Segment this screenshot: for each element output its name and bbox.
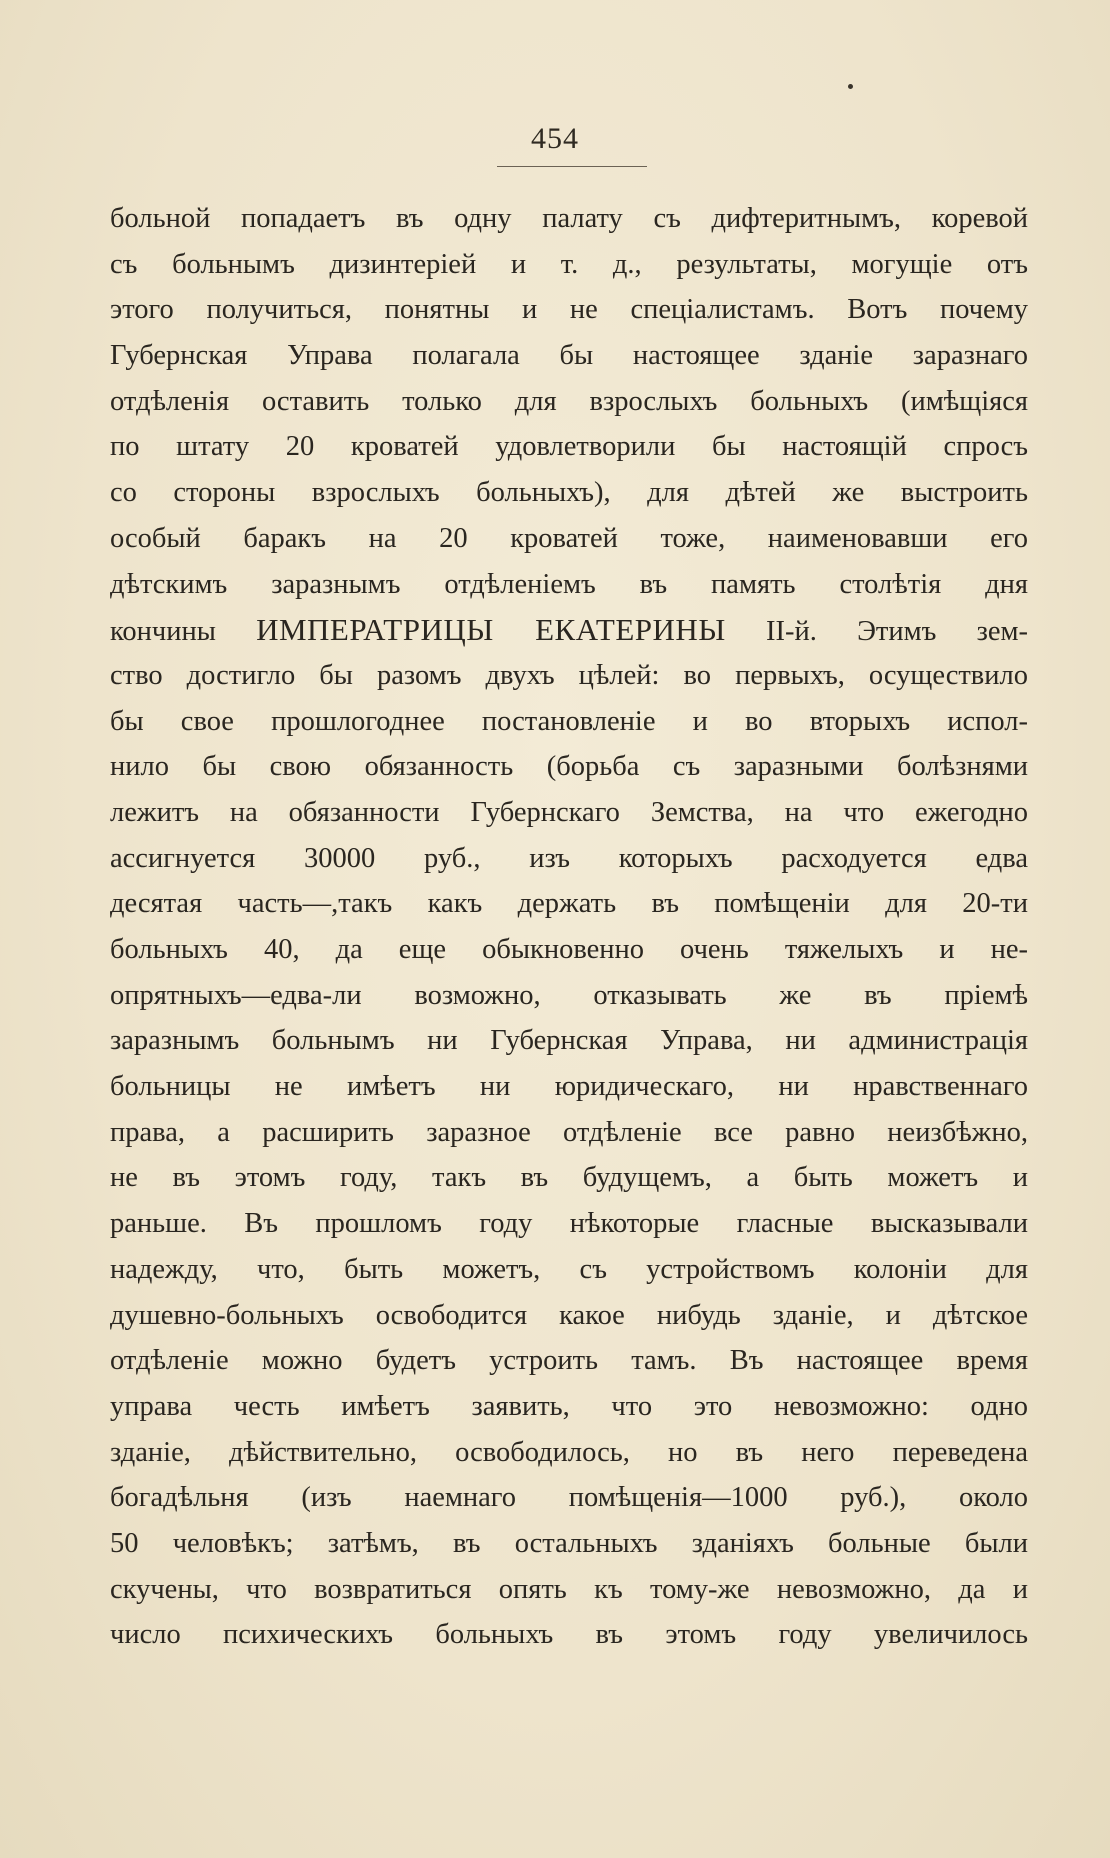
text-line: управа честь имѣетъ заявить, что это невозможно: одно <box>110 1390 1028 1422</box>
text-line: лежитъ на обязанности Губернскаго Земства, на что ежегодно <box>110 796 1028 828</box>
text-line: зданіе, дѣйствительно, освободилось, но въ него переведена <box>110 1436 1028 1468</box>
text-segment: кончины <box>110 616 257 648</box>
text-line: права, а расширить заразное отдѣленіе все равно неизбѣжно, <box>110 1116 1028 1148</box>
text-line: скучены, что возвратиться опять къ тому-же невозможно, да и <box>110 1573 1028 1605</box>
text-line: отдѣленіе можно будетъ устроить тамъ. Въ настоящее время <box>110 1345 1028 1377</box>
text-line: 50 человѣкъ; затѣмъ, въ остальныхъ зданіяхъ больные были <box>110 1527 1028 1559</box>
text-line: раньше. Въ прошломъ году нѣкоторые гласные высказывали <box>110 1208 1028 1240</box>
text-line: душевно-больныхъ освободится какое нибудь зданіе, и дѣтское <box>110 1299 1028 1331</box>
text-line: не въ этомъ году, такъ въ будущемъ, а быть можетъ и <box>110 1162 1028 1194</box>
header-rule <box>497 166 647 167</box>
text-line: нило бы свою обязанность (борьба съ заразными болѣзнями <box>110 751 1028 783</box>
text-line: ство достигло бы разомъ двухъ цѣлей: во первыхъ, осуществило <box>110 659 1028 691</box>
text-line: бы свое прошлогоднее постановленіе и во вторыхъ испол- <box>110 705 1028 737</box>
text-line: съ больнымъ дизинтеріей и т. д., результаты, могущіе отъ <box>110 248 1028 280</box>
text-line: дѣтскимъ заразнымъ отдѣленіемъ въ память столѣтія дня <box>110 568 1028 600</box>
text-line: ассигнуется 30000 руб., изъ которыхъ расходуется едва <box>110 842 1028 874</box>
text-line: особый баракъ на 20 кроватей тоже, наименовавши его <box>110 522 1028 554</box>
text-line: со стороны взрослыхъ больныхъ), для дѣтей же выстроить <box>110 477 1028 509</box>
text-line: надежду, что, быть можетъ, съ устройствомъ колоніи для <box>110 1253 1028 1285</box>
text-line: по штату 20 кроватей удовлетворили бы настоящій спросъ <box>110 431 1028 463</box>
text-line: заразнымъ больнымъ ни Губернская Управа, ни администрація <box>110 1025 1028 1057</box>
text-line: отдѣленія оставить только для взрослыхъ больныхъ (имѣщіяся <box>110 385 1028 417</box>
body-text <box>110 196 1028 1658</box>
text-line: десятая часть—,такъ какъ держать въ помѣщеніи для 20-ти <box>110 888 1028 920</box>
text-segment: II-й. Этимъ зем- <box>725 616 1028 648</box>
text-line: больной попадаетъ въ одну палату съ дифтеритнымъ, коревой <box>110 203 1028 234</box>
text-line: опрятныхъ—едва-ли возможно, отказывать же въ пріемѣ <box>110 979 1028 1011</box>
emphasized-caps: ИМПЕРАТРИЦЫ ЕКАТЕРИНЫ <box>256 612 726 648</box>
text-line-with-caps <box>110 607 1028 653</box>
text-line: число психическихъ больныхъ въ этомъ году увеличилось <box>110 1619 1028 1651</box>
text-line: больныхъ 40, да еще обыкновенно очень тяжелыхъ и не- <box>110 934 1028 965</box>
page-number: 454 <box>531 122 579 155</box>
text-line: Губернская Управа полагала бы настоящее зданіе заразнаго <box>110 340 1028 372</box>
text-line: этого получиться, понятны и не спеціалистамъ. Вотъ почему <box>110 294 1028 326</box>
text-line: больницы не имѣетъ ни юридическаго, ни нравственнаго <box>110 1071 1028 1103</box>
text-line: богадѣльня (изъ наемнаго помѣщенія—1000 руб.), около <box>110 1482 1028 1514</box>
ink-speck <box>848 84 853 89</box>
